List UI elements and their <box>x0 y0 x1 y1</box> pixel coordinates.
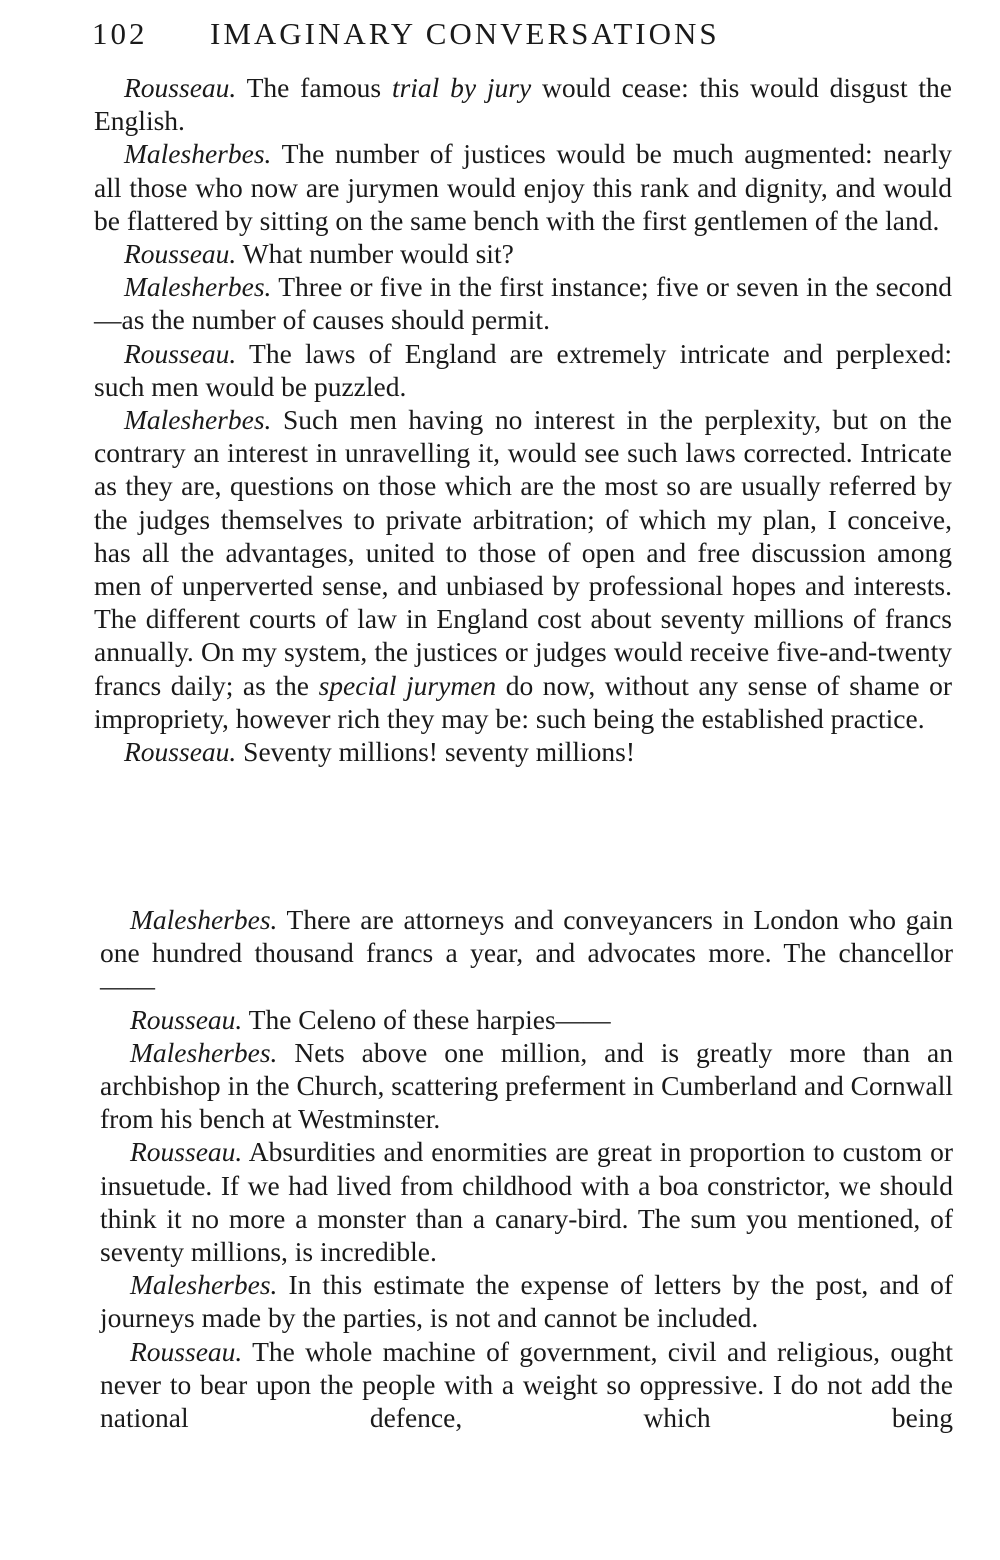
paragraph-text: There are attorneys and conveyancers in London who gain one hundred thousand francs a year, and advocates more. The chancellor—— <box>100 904 953 1002</box>
speaker-name: Rousseau. <box>130 1335 243 1367</box>
paragraph-text: Seventy millions! seventy millions! <box>236 736 636 768</box>
speaker-name: Malesherbes. <box>124 271 272 303</box>
paragraph-text: Such men having no interest in the perplexity, but on the contrary an interest in unravelling it, would see such laws corrected. Intricate as they are, questions on those which are the most so are usually referred by the judges themselves to private arbitration; of which my plan, I conceive, has all the advantages, united to those of open and free discussion among men of unperverted sense, and unbiased by professional hopes and interests. The different courts of law in England cost about seventy millions of francs annually. On my system, the justices or judges would receive five-and-twenty francs daily; as the <box>94 404 952 701</box>
paragraph-text: do now, without any sense of shame or impropriety, however rich they may be: such being the established practice. <box>94 669 952 734</box>
paragraph-13 <box>100 1335 953 1435</box>
emphasized-text: trial by jury <box>391 72 532 103</box>
speaker-name: Rousseau. <box>130 1136 243 1168</box>
body-text-lower <box>100 903 953 1434</box>
speaker-name: Rousseau. <box>130 1003 243 1035</box>
paragraph-10 <box>100 1036 953 1136</box>
paragraph-12 <box>100 1268 953 1334</box>
paragraph-text: Three or five in the first instance; five or seven in the second—as the number of causes should permit. <box>94 271 952 336</box>
speaker-name: Malesherbes. <box>130 1036 278 1068</box>
paragraph-text: In this estimate the expense of letters by the post, and of journeys made by the parties, is not and cannot be included. <box>100 1269 953 1334</box>
speaker-name: Malesherbes. <box>130 904 278 935</box>
paragraph-5 <box>94 337 952 403</box>
speaker-name: Rousseau. <box>124 238 237 270</box>
paragraph-text: would cease: this would disgust the English. <box>94 72 952 137</box>
paragraph-9 <box>100 1003 953 1036</box>
paragraph-6 <box>94 403 952 735</box>
paragraph-8 <box>100 903 953 1003</box>
paragraph-7 <box>94 735 952 768</box>
running-title: IMAGINARY CONVERSATIONS <box>210 16 720 51</box>
paragraph-text: The Celeno of these harpies—— <box>242 1003 611 1035</box>
paragraph-2 <box>94 137 952 237</box>
paragraph-text: The whole machine of government, civil and religious, ought never to bear upon the people with a weight so oppressive. I do not add the national defence, which being <box>100 1335 953 1434</box>
paragraph-text: Absurdities and enormities are great in proportion to custom or insuetude. If we had lived from childhood with a boa constrictor, we should think it no more a monster than a canary-bird. The sum you mentioned, of seventy millions, is incredible. <box>100 1136 953 1268</box>
paragraph-text: The famous <box>236 72 392 103</box>
paragraph-text: The laws of England are extremely intricate and perplexed: such men would be puzzled. <box>94 337 952 402</box>
speaker-name: Malesherbes. <box>130 1269 278 1301</box>
speaker-name: Rousseau. <box>124 736 237 768</box>
speaker-name: Rousseau. <box>124 72 237 103</box>
speaker-name: Malesherbes. <box>124 138 272 170</box>
speaker-name: Rousseau. <box>124 337 237 369</box>
paragraph-1 <box>94 71 952 137</box>
paragraph-11 <box>100 1135 953 1268</box>
paragraph-3 <box>94 237 952 270</box>
paragraph-text: The number of justices would be much augmented: nearly all those who now are jurymen would enjoy this rank and dignity, and would be flattered by sitting on the same bench with the first gentlemen of the land. <box>94 138 952 236</box>
body-text-upper <box>94 71 952 768</box>
page-number: 102 <box>92 16 148 51</box>
speaker-name: Malesherbes. <box>124 404 272 436</box>
paragraph-4 <box>94 270 952 336</box>
running-head <box>92 12 962 56</box>
paragraph-text: What number would sit? <box>236 238 514 270</box>
paragraph-text: Nets above one million, and is greatly more than an archbishop in the Church, scattering preferment in Cumberland and Cornwall from his bench at Westminster. <box>100 1036 953 1135</box>
emphasized-text: special jurymen <box>318 669 497 701</box>
